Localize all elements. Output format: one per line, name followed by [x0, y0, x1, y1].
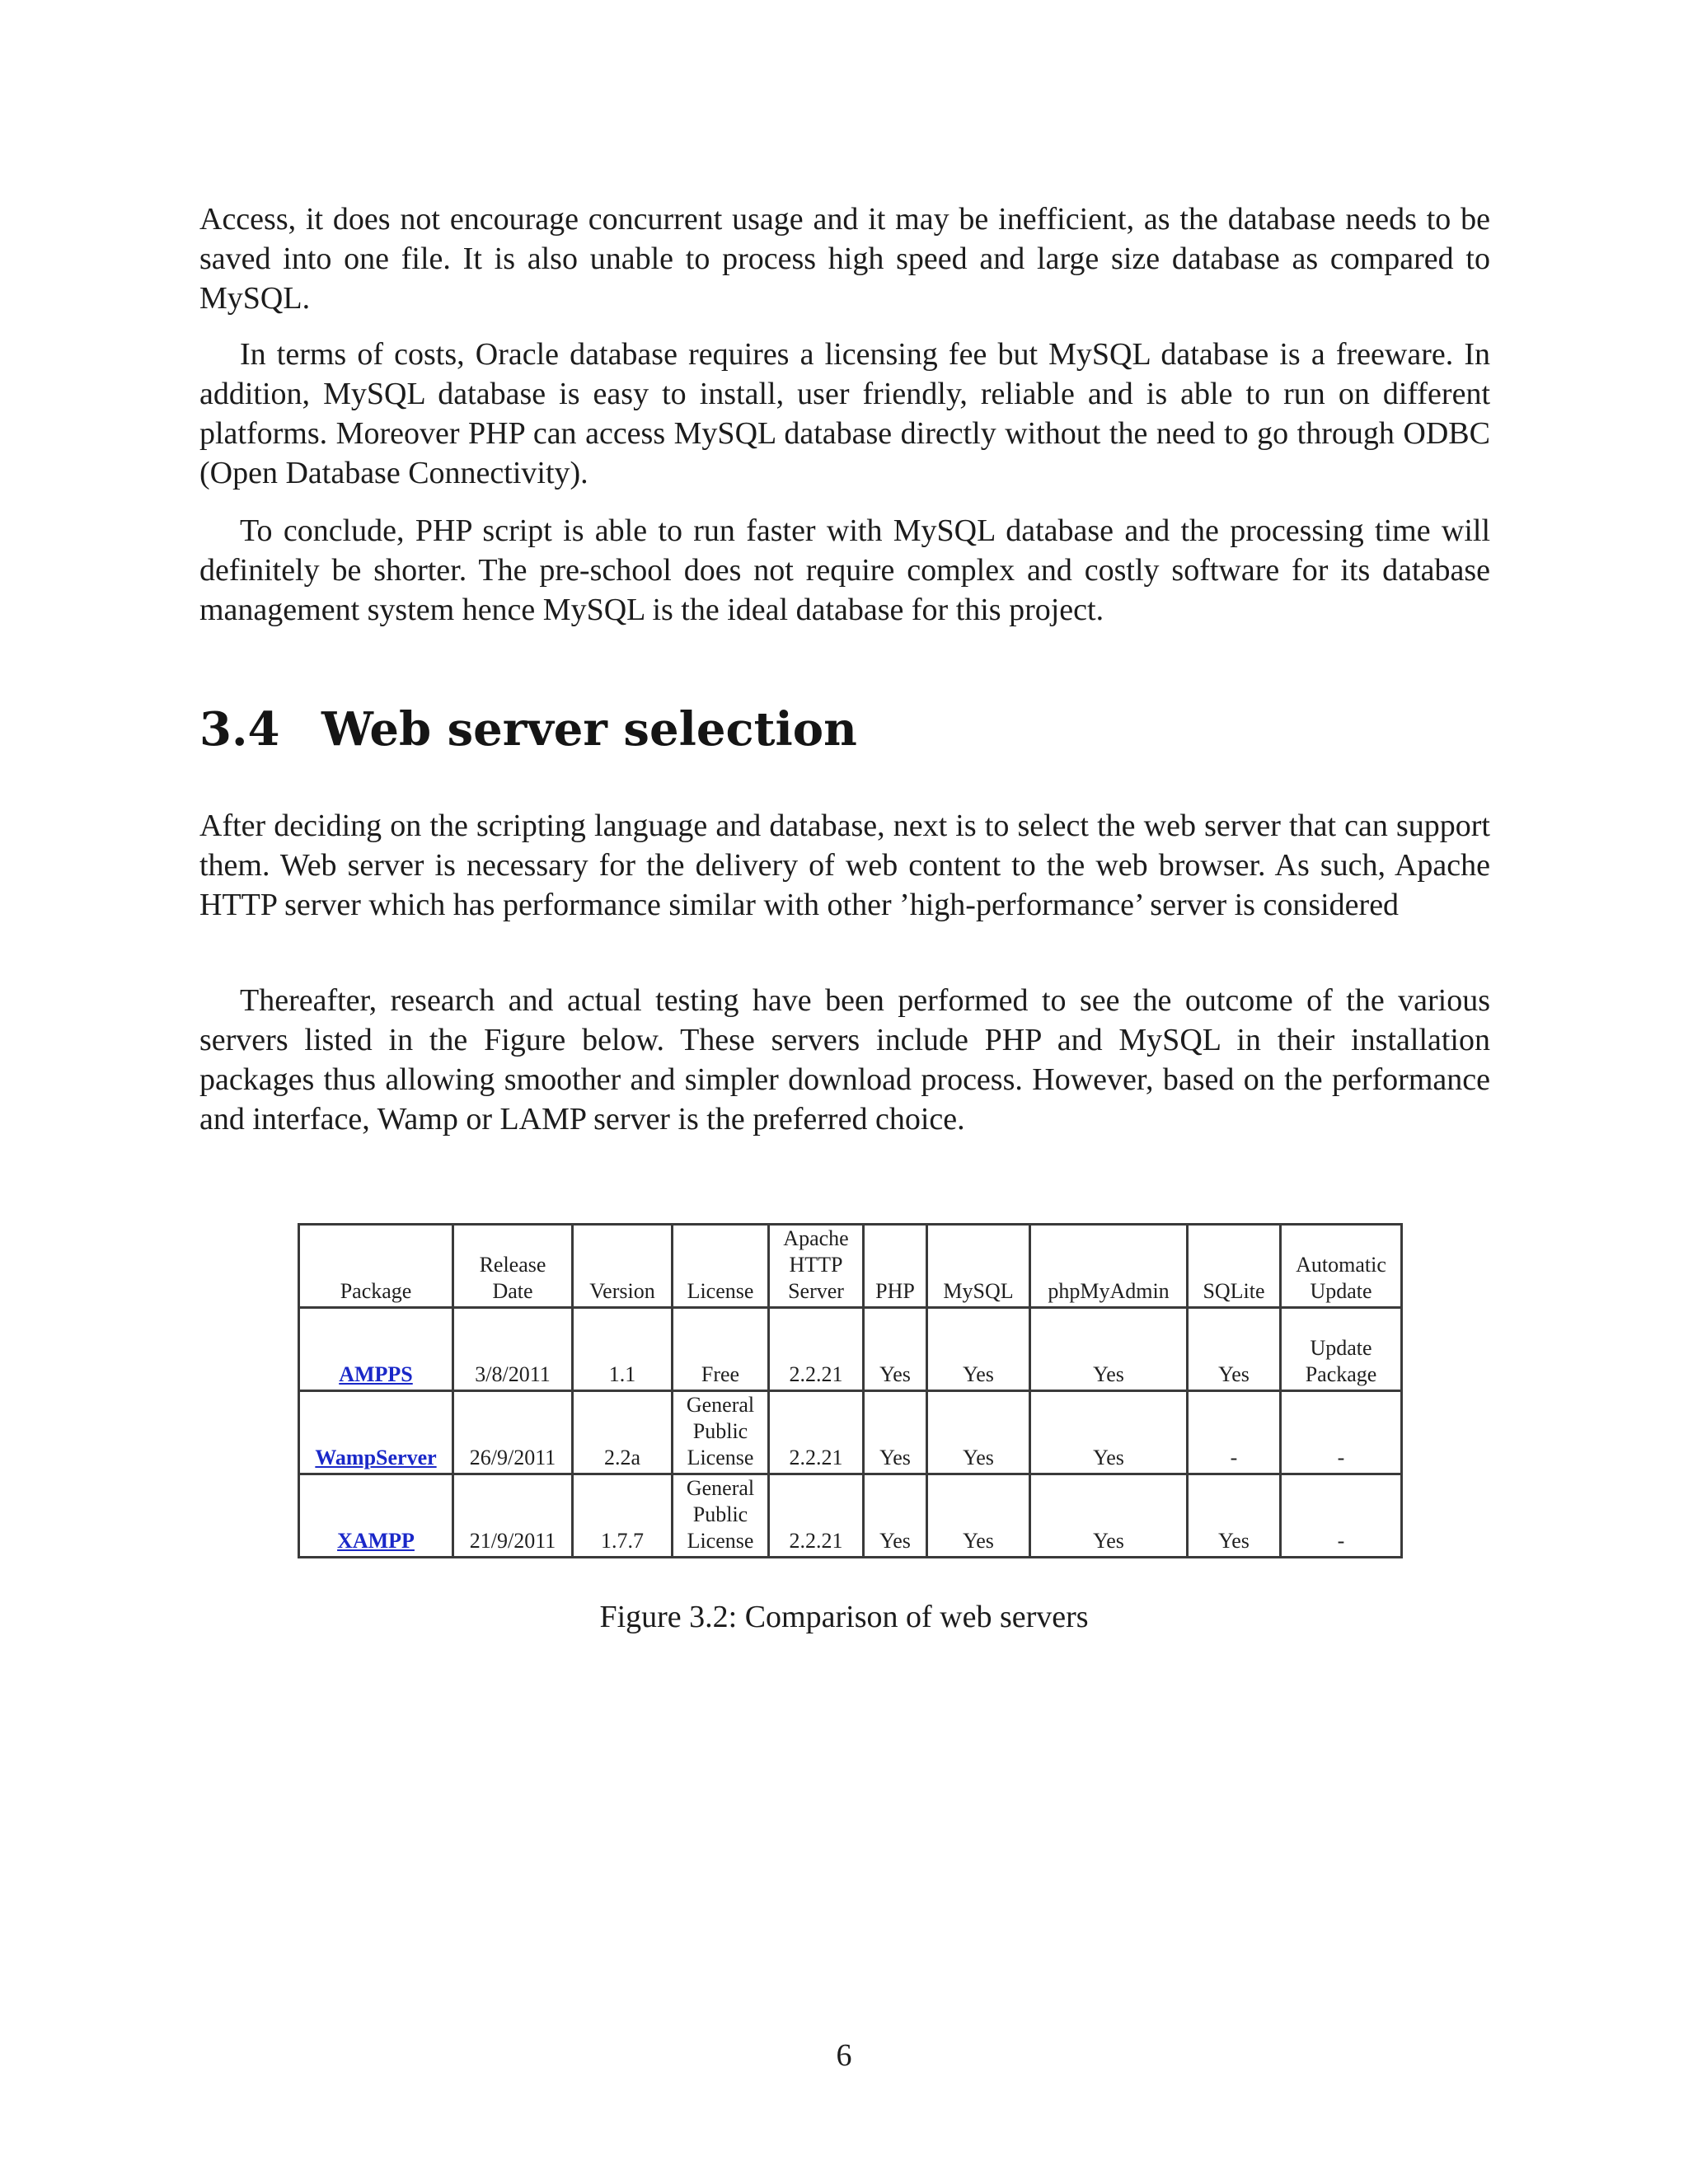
table-row — [299, 1474, 1402, 1558]
package-link-xampp[interactable]: XAMPP — [337, 1529, 415, 1553]
paragraph — [199, 511, 1490, 630]
comparison-table — [298, 1223, 1403, 1558]
table-row — [299, 1391, 1402, 1474]
cell-release-date: 21/9/2011 — [453, 1474, 573, 1558]
cell-sqlite: - — [1188, 1391, 1281, 1474]
table-row — [299, 1308, 1402, 1391]
cell-sqlite: Yes — [1188, 1474, 1281, 1558]
cell-package — [299, 1391, 453, 1474]
header-apache-http-server: Apache HTTP Server — [769, 1225, 864, 1308]
cell-package — [299, 1474, 453, 1558]
header-license: License — [673, 1225, 769, 1308]
cell-mysql: Yes — [927, 1391, 1030, 1474]
cell-version: 2.2a — [573, 1391, 673, 1474]
cell-auto-update: Update Package — [1281, 1308, 1402, 1391]
section-heading — [199, 701, 857, 758]
cell-phpmyadmin: Yes — [1030, 1308, 1188, 1391]
cell-apache: 2.2.21 — [769, 1391, 864, 1474]
cell-version: 1.1 — [573, 1308, 673, 1391]
cell-license: Free — [673, 1308, 769, 1391]
header-php: PHP — [864, 1225, 927, 1308]
cell-apache: 2.2.21 — [769, 1308, 864, 1391]
cell-phpmyadmin: Yes — [1030, 1474, 1188, 1558]
cell-mysql: Yes — [927, 1308, 1030, 1391]
paragraph — [199, 981, 1490, 1139]
cell-license: General Public License — [673, 1474, 769, 1558]
cell-auto-update: - — [1281, 1391, 1402, 1474]
section-number: 3.4 — [199, 702, 280, 757]
paragraph-text: To conclude, PHP script is able to run faster with MySQL database and the processing time will definitely be shorter. The pre-school does not require complex and costly software for its database management system hence MySQL is the ideal database for this project. — [199, 513, 1490, 627]
page-number: 6 — [836, 2038, 852, 2073]
cell-php: Yes — [864, 1474, 927, 1558]
cell-release-date: 3/8/2011 — [453, 1308, 573, 1391]
paragraph — [199, 335, 1490, 493]
header-sqlite: SQLite — [1188, 1225, 1281, 1308]
figure-caption: Figure 3.2: Comparison of web servers — [599, 1600, 1089, 1634]
comparison-table-figure — [298, 1223, 1403, 1558]
header-version: Version — [573, 1225, 673, 1308]
cell-sqlite: Yes — [1188, 1308, 1281, 1391]
header-phpmyadmin: phpMyAdmin — [1030, 1225, 1188, 1308]
cell-mysql: Yes — [927, 1474, 1030, 1558]
cell-version: 1.7.7 — [573, 1474, 673, 1558]
table-header-row — [299, 1225, 1402, 1308]
cell-apache: 2.2.21 — [769, 1474, 864, 1558]
paragraph-text: In terms of costs, Oracle database requires a licensing fee but MySQL database is a freeware. In addition, MySQL database is easy to install, user friendly, reliable and is able to run on different platforms. Moreover PHP can access MySQL database directly without the need to go through ODBC (Open Database Connectivity). — [199, 337, 1490, 490]
cell-license: General Public License — [673, 1391, 769, 1474]
paragraph — [199, 199, 1490, 318]
package-link-wampserver[interactable]: WampServer — [315, 1446, 437, 1469]
cell-package — [299, 1308, 453, 1391]
cell-phpmyadmin: Yes — [1030, 1391, 1188, 1474]
header-package: Package — [299, 1225, 453, 1308]
cell-release-date: 26/9/2011 — [453, 1391, 573, 1474]
header-release-date: Release Date — [453, 1225, 573, 1308]
section-title: Web server selection — [321, 702, 857, 757]
paragraph-text: Thereafter, research and actual testing have been performed to see the outcome of the various servers listed in the Figure below. These servers include PHP and MySQL in their installation packages thus allowing smoother and simpler download process. However, based on the performance and interface, Wamp or LAMP server is the preferred choice. — [199, 983, 1490, 1137]
package-link-ampps[interactable]: AMPPS — [339, 1362, 413, 1386]
paragraph-text: After deciding on the scripting language and database, next is to select the web server that can support them. Web server is necessary for the delivery of web content to the web browser. As such, Apache HTTP server which has performance similar with other ’high-performance’ server is considered — [199, 808, 1490, 922]
header-automatic-update: Automatic Update — [1281, 1225, 1402, 1308]
cell-php: Yes — [864, 1308, 927, 1391]
paragraph-text: Access, it does not encourage concurrent usage and it may be inefficient, as the database needs to be saved into one file. It is also unable to process high speed and large size database as compared to MySQL. — [199, 202, 1490, 316]
cell-auto-update: - — [1281, 1474, 1402, 1558]
header-mysql: MySQL — [927, 1225, 1030, 1308]
cell-php: Yes — [864, 1391, 927, 1474]
paragraph — [199, 806, 1490, 925]
